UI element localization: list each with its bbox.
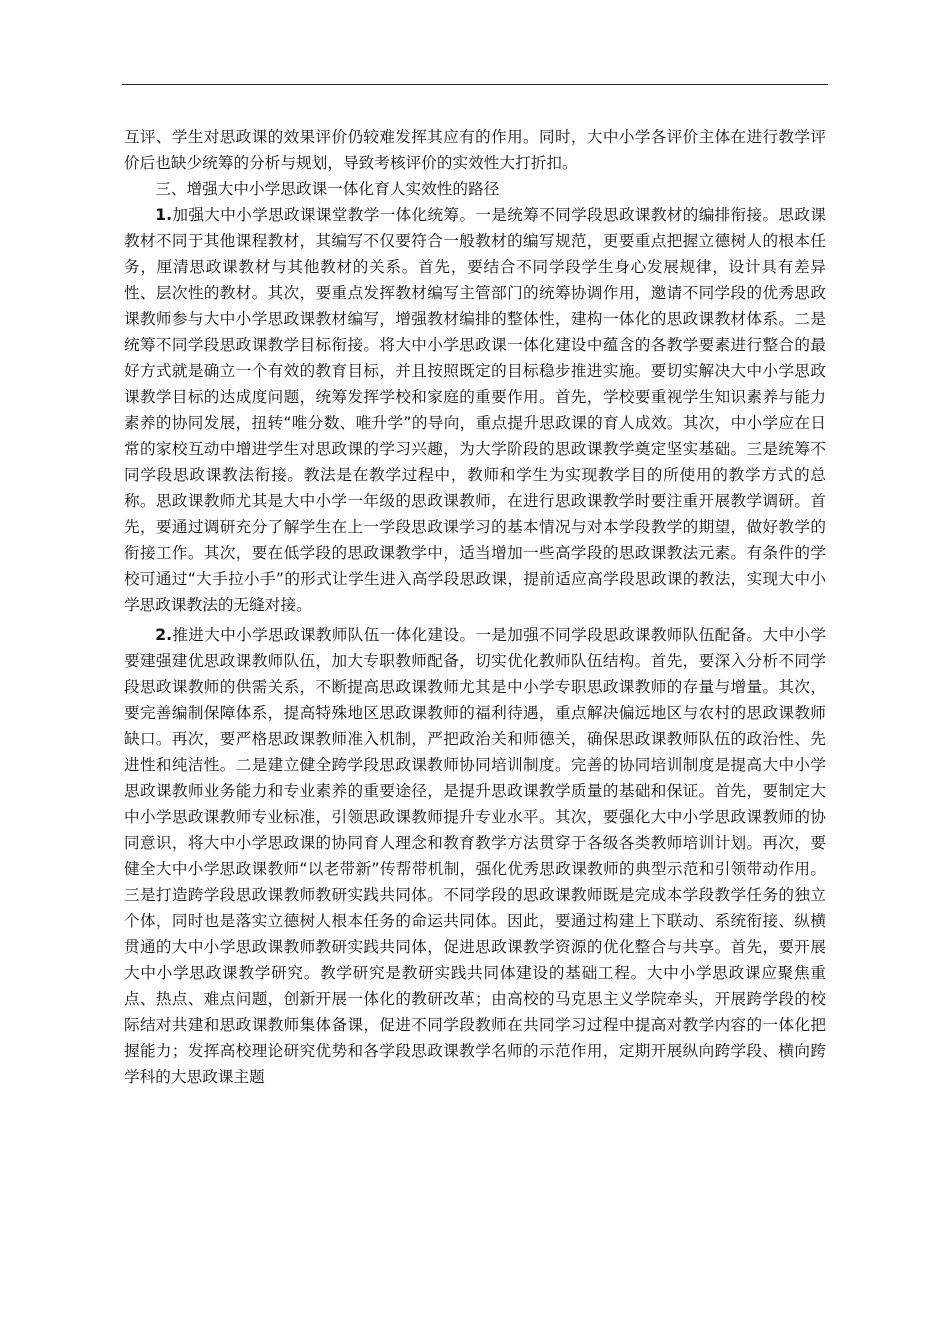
section-heading-text: 三、增强大中小学思政课一体化育人实效性的路径: [155, 180, 500, 198]
paragraph-numbered-1: [124, 202, 826, 618]
section-heading: [124, 176, 826, 202]
paragraph-continuation: [124, 124, 826, 176]
paragraph-text: 互评、学生对思政课的效果评价仍较难发挥其应有的作用。同时，大中小学各评价主体在进行教学评价后也缺少统筹的分析与规划，导致考核评价的实效性大打折扣。: [124, 128, 826, 172]
paragraph-number: 1.: [155, 206, 173, 224]
body-text: [124, 124, 826, 1090]
paragraph-number: 2.: [155, 626, 173, 644]
header-rule: [122, 84, 828, 85]
paragraph-text: 推进大中小学思政课教师队伍一体化建设。一是加强不同学段思政课教师队伍配备。大中小学要建强建优思政课教师队伍，加大专职教师配备，切实优化教师队伍结构。首先，要深入分析不同学段思政课教师的供需关系，不断提高思政课教师尤其是中小学专职思政课教师的存量与增量。其次，要完善编制保障体系，提高特殊地区思政课教师的福利待遇，重点解决偏远地区与农村的思政课教师缺口。再次，要严格思政课教师准入机制，严把政治关和师德关，确保思政课教师队伍的政治性、先进性和纯洁性。二是建立健全跨学段思政课教师协同培训制度。完善的协同培训制度是提高大中小学思政课教师业务能力和专业素养的重要途径，是提升思政课教学质量的基础和保证。首先，要制定大中小学思政课教师专业标准，引领思政课教师提升专业水平。其次，要强化大中小学思政课教师的协同意识，将大中小学思政课的协同育人理念和教育教学方法贯穿于各级各类教师培训计划。再次，要健全大中小学思政课教师“以老带新”传帮带机制，强化优秀思政课教师的典型示范和引领带动作用。三是打造跨学段思政课教师教研实践共同体。不同学段的思政课教师既是完成本学段教学任务的独立个体，同时也是落实立德树人根本任务的命运共同体。因此，要通过构建上下联动、系统衔接、纵横贯通的大中小学思政课教师教研实践共同体，促进思政课教学资源的优化整合与共享。首先，要开展大中小学思政课教学研究。教学研究是教研实践共同体建设的基础工程。大中小学思政课应聚焦重点、热点、难点问题，创新开展一体化的教研改革；由高校的马克思主义学院牵头，开展跨学段的校际结对共建和思政课教师集体备课，促进不同学段教师在共同学习过程中提高对教学内容的一体化把握能力；发挥高校理论研究优势和各学段思政课教学名师的示范作用，定期开展纵向跨学段、横向跨学科的大思政课主题: [124, 626, 826, 1086]
paragraph-numbered-2: [124, 622, 826, 1090]
paragraph-text: 加强大中小学思政课课堂教学一体化统筹。一是统筹不同学段思政课教材的编排衔接。思政课教材不同于其他课程教材，其编写不仅要符合一般教材的编写规范，更要重点把握立德树人的根本任务，厘清思政课教材与其他教材的关系。首先，要结合不同学段学生身心发展规律，设计具有差异性、层次性的教材。其次，要重点发挥教材编写主管部门的统筹协调作用，邀请不同学段的优秀思政课教师参与大中小学思政课教材编写，增强教材编排的整体性，建构一体化的思政课教材体系。二是统筹不同学段思政课教学目标衔接。将大中小学思政课一体化建设中蕴含的各教学要素进行整合的最好方式就是确立一个有效的教育目标，并且按照既定的目标稳步推进实施。要切实解决大中小学思政课教学目标的达成度问题，统筹发挥学校和家庭的重要作用。首先，学校要重视学生知识素养与能力素养的协同发展，扭转“唯分数、唯升学”的导向，重点提升思政课的育人成效。其次，中小学应在日常的家校互动中增进学生对思政课的学习兴趣，为大学阶段的思政课教学奠定坚实基础。三是统筹不同学段思政课教法衔接。教法是在教学过程中，教师和学生为实现教学目的所使用的教学方式的总称。思政课教师尤其是大中小学一年级的思政课教师，在进行思政课教学时要注重开展教学调研。首先，要通过调研充分了解学生在上一学段思政课学习的基本情况与对本学段教学的期望，做好教学的衔接工作。其次，要在低学段的思政课教学中，适当增加一些高学段的思政课教法元素。有条件的学校可通过“大手拉小手”的形式让学生进入高学段思政课，提前适应高学段思政课的教法，实现大中小学思政课教法的无缝对接。: [124, 206, 826, 614]
